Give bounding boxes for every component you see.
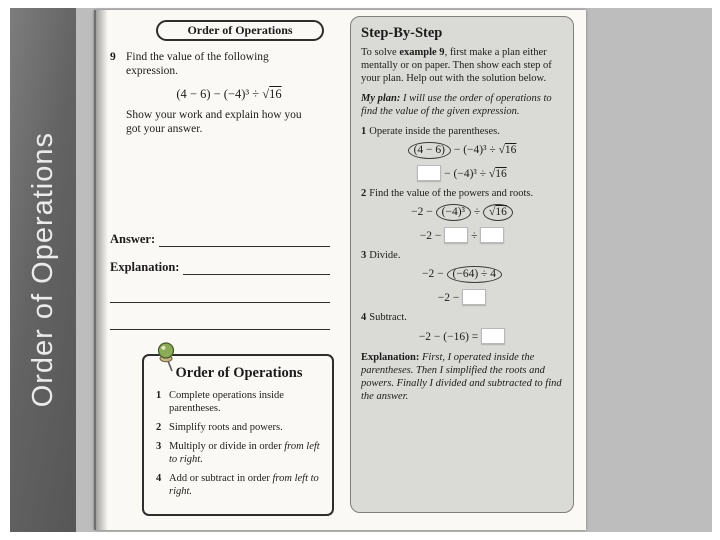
step-number: 3 (361, 250, 367, 261)
expression-main: (4 − 6) − (−4)³ ÷ √ (176, 87, 270, 101)
blank-answer-box (444, 227, 468, 243)
problem-number: 9 (110, 51, 116, 63)
writing-line (110, 315, 330, 330)
oval-highlight (436, 204, 471, 221)
sqrt-radicand: 16 (495, 206, 507, 218)
pushpin-icon (154, 341, 180, 373)
plan-label: My plan: (361, 93, 401, 104)
math-fragment: (−64) ÷ 4 (452, 268, 496, 280)
note-step-main: Complete operations inside parentheses. (169, 390, 284, 414)
math-fragment: −2 − (−16) = (418, 331, 482, 343)
plan-text: I will use the order of operations to find the value of the given expression. (361, 93, 552, 117)
answer-section (110, 232, 330, 342)
plan-paragraph (361, 92, 563, 118)
step-3-math-b (361, 289, 563, 305)
problem-prompt: Find the value of the following expression. (126, 51, 269, 77)
slide-background (76, 8, 712, 532)
intro-text: , first make a plan either mentally or on paper. Then show each step of your plan. Help out with the solution below. (361, 47, 552, 84)
step-1-math-b (361, 165, 563, 181)
intro-text: To solve (361, 47, 400, 58)
answer-line (159, 234, 330, 247)
oval-highlight (483, 204, 513, 221)
note-step-main: Add or subtract in order (169, 473, 270, 484)
math-fragment: (4 − 6) (413, 144, 445, 156)
math-fragment: − (−4)³ ÷ √ (450, 144, 505, 156)
note-step-number: 1 (156, 390, 162, 401)
note-step-number: 4 (156, 473, 162, 484)
sqrt-radicand: 16 (504, 144, 517, 156)
step-by-step-title: Step-By-Step (361, 25, 443, 41)
blank-answer-box (481, 328, 505, 344)
problem-9 (110, 50, 334, 136)
step-number: 2 (361, 188, 367, 199)
note-step-number: 3 (156, 441, 162, 452)
note-step-text (169, 389, 322, 415)
note-step-text (169, 440, 322, 466)
step-text: Divide. (369, 250, 401, 261)
step-text: Find the value of the powers and roots. (369, 188, 534, 199)
explanation-paragraph (361, 351, 563, 403)
step-3-math-a (361, 266, 563, 283)
writing-line (110, 288, 330, 303)
step-1-math-a (361, 142, 563, 159)
oval-highlight (447, 266, 502, 283)
explanation-label: Explanation: (361, 352, 420, 363)
order-of-operations-note (142, 354, 334, 516)
note-step-italic: from left to right. (169, 473, 319, 497)
step-1 (361, 125, 563, 181)
step-4 (361, 311, 563, 344)
header-badge (156, 20, 324, 41)
sqrt-radicand: 16 (269, 87, 282, 101)
problem-prompt-row (110, 50, 334, 78)
step-4-math-a (361, 328, 563, 344)
step-text: Operate inside the parentheses. (369, 126, 500, 137)
intro-paragraph (361, 46, 563, 85)
explanation-text: First, I operated inside the parentheses. Then I simplified the roots and powers. Finally I divided and subtracted to find the answer. (361, 352, 562, 402)
explanation-line (183, 262, 330, 275)
step-4-label (361, 311, 563, 324)
explanation-label: Explanation: (110, 260, 180, 274)
sqrt-radicand: 16 (495, 168, 507, 180)
note-step (156, 389, 322, 415)
note-step-text (169, 421, 283, 434)
blank-answer-box (462, 289, 486, 305)
textbook-page (94, 10, 586, 530)
step-2-math-b (361, 227, 563, 243)
oval-highlight (408, 142, 451, 159)
step-2 (361, 187, 563, 243)
explanation-row (110, 260, 330, 275)
math-fragment: (−4)³ (441, 206, 465, 218)
problem-instruction: Show your work and explain how you got your answer. (126, 109, 302, 135)
note-step (156, 472, 322, 498)
note-step-number: 2 (156, 422, 162, 433)
note-step (156, 421, 322, 434)
step-3 (361, 249, 563, 305)
math-fragment: ÷ (470, 206, 484, 218)
page-spine-shadow (94, 10, 108, 530)
math-fragment: −2 − (411, 206, 436, 218)
note-step-main: Multiply or divide in order (169, 441, 282, 452)
step-2-math-a (361, 204, 563, 221)
math-fragment: −2 − (422, 268, 447, 280)
math-fragment: −2 − (419, 230, 445, 242)
step-1-label (361, 125, 563, 138)
math-fragment: − (−4)³ ÷ √ (441, 168, 496, 180)
answer-row (110, 232, 330, 247)
intro-bold-text: example 9 (399, 47, 445, 58)
note-title: Order of Operations (175, 365, 303, 381)
math-fragment: √ (489, 206, 496, 218)
step-2-label (361, 187, 563, 200)
step-by-step-panel (350, 16, 574, 513)
sidebar-title-bar (10, 8, 76, 532)
math-fragment: −2 − (437, 292, 463, 304)
sidebar-title: Order of Operations (26, 132, 59, 408)
answer-label: Answer: (110, 232, 156, 246)
blank-answer-box (480, 227, 504, 243)
problem-expression (124, 87, 334, 101)
blank-answer-box (417, 165, 441, 181)
step-number: 1 (361, 126, 367, 137)
note-step-main: Simplify roots and powers. (169, 422, 283, 433)
note-step-text (169, 472, 322, 498)
step-number: 4 (361, 312, 367, 323)
math-fragment: ÷ (468, 230, 481, 242)
note-step (156, 440, 322, 466)
note-step-italic: from left to right. (169, 441, 320, 465)
step-3-label (361, 249, 563, 262)
header-badge-label: Order of Operations (187, 23, 293, 37)
step-text: Subtract. (369, 312, 407, 323)
